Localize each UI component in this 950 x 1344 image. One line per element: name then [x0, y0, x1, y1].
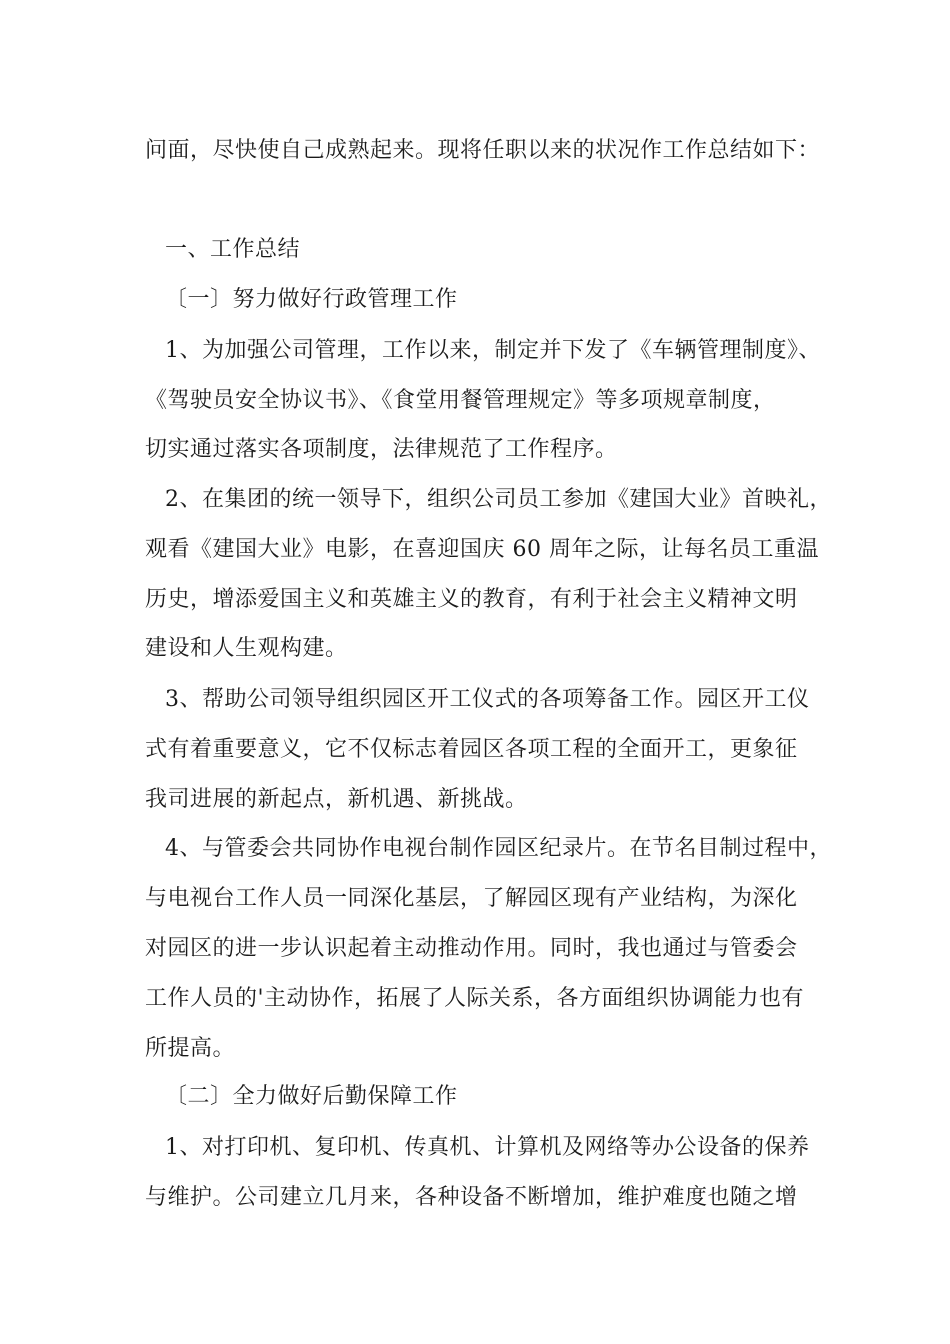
text-line: 1、对打印机、复印机、传真机、计算机及网络等办公设备的保养 — [165, 1135, 810, 1160]
text-line: 切实通过落实各项制度，法律规范了工作程序。 — [145, 437, 618, 462]
text-line: 3、帮助公司领导组织园区开工仪式的各项筹备工作。园区开工仪 — [165, 687, 810, 712]
text-line: 对园区的进一步认识起着主动推动作用。同时，我也通过与管委会 — [145, 936, 798, 961]
text-line: 历史，增添爱国主义和英雄主义的教育，有利于社会主义精神文明 — [145, 587, 798, 612]
text-line: 4、与管委会共同协作电视台制作园区纪录片。在节名目制过程中， — [165, 836, 832, 861]
text-line: 与维护。公司建立几月来，各种设备不断增加，维护难度也随之增 — [145, 1185, 798, 1210]
text-line: 观看《建国大业》电影，在喜迎国庆 60 周年之际，让每名员工重温 — [145, 537, 819, 562]
text-line: 问面，尽快使自己成熟起来。现将任职以来的状况作工作总结如下： — [145, 138, 821, 163]
text-line: 《驾驶员安全协议书》、《食堂用餐管理规定》等多项规章制度， — [145, 388, 776, 413]
text-line: 建设和人生观构建。 — [145, 636, 348, 661]
text-line: 所提高。 — [145, 1036, 236, 1061]
text-line: 与电视台工作人员一同深化基层，了解园区现有产业结构，为深化 — [145, 886, 798, 911]
text-line: 1、为加强公司管理，工作以来，制定并下发了《车辆管理制度》、 — [165, 338, 821, 363]
text-line: 工作人员的'主动协作，拓展了人际关系，各方面组织协调能力也有 — [145, 986, 805, 1011]
subsection-heading: 〔二〕全力做好后勤保障工作 — [165, 1084, 458, 1109]
subsection-heading: 〔一〕努力做好行政管理工作 — [165, 287, 458, 312]
text-line: 2、在集团的统一领导下，组织公司员工参加《建国大业》首映礼， — [165, 487, 832, 512]
section-heading: 一、工作总结 — [165, 237, 301, 262]
text-line: 式有着重要意义，它不仅标志着园区各项工程的全面开工，更象征 — [145, 737, 798, 762]
text-line: 我司进展的新起点，新机遇、新挑战。 — [145, 787, 528, 812]
